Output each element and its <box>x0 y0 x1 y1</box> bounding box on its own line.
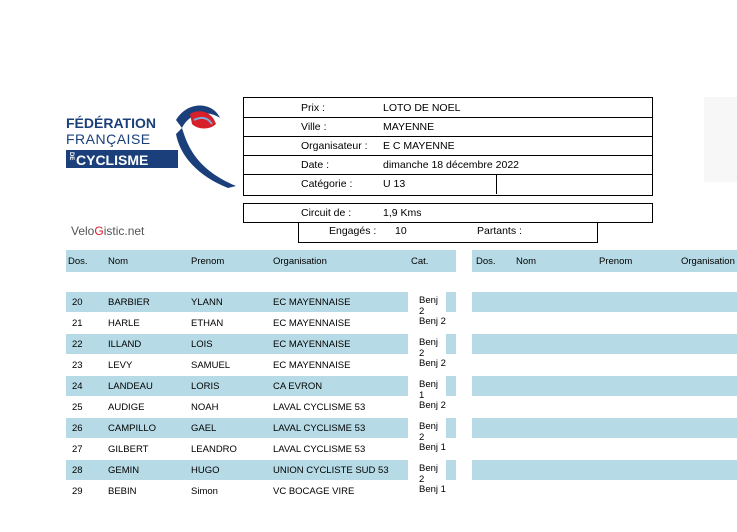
cell-prenom: HUGO <box>191 465 220 476</box>
ffc-logo <box>66 100 241 190</box>
cell-org: CA EVRON <box>273 381 323 392</box>
cell-org: EC MAYENNAISE <box>273 318 351 329</box>
header-nom: Nom <box>108 256 129 267</box>
table-row <box>66 481 456 501</box>
cell-nom: BARBIER <box>108 297 150 308</box>
logo-de: DE <box>68 152 74 161</box>
cell-dos: 28 <box>72 465 83 476</box>
info-label: Ville : <box>301 121 327 133</box>
cell-nom: GILBERT <box>108 444 149 455</box>
brand-part2: G <box>94 224 104 238</box>
right-table-row <box>472 376 737 396</box>
header-prenom: Prenom <box>599 256 633 267</box>
cell-org: LAVAL CYCLISME 53 <box>273 444 366 455</box>
cell-prenom: LEANDRO <box>191 444 237 455</box>
info-label: Date : <box>301 159 330 171</box>
logo-line2: FRANÇAISE <box>66 131 151 147</box>
cell-dos: 27 <box>72 444 83 455</box>
info-row-categorie <box>244 174 652 193</box>
table-row <box>66 439 456 459</box>
circuit-value: 1,9 Kms <box>383 207 422 219</box>
table-row <box>66 460 408 480</box>
cell-cat: Benj 1 <box>419 484 446 495</box>
cell-cat: Benj 2 <box>419 358 446 369</box>
table-row <box>66 313 456 333</box>
header-organisation: Organisation <box>273 256 327 267</box>
left-table-header <box>66 250 456 272</box>
info-row-ville <box>244 117 652 137</box>
info-label: Prix : <box>301 102 325 114</box>
categorie-divider <box>496 174 497 194</box>
cat-cell-bg <box>446 418 456 438</box>
right-table-row <box>472 334 737 354</box>
info-value: E C MAYENNE <box>383 140 455 152</box>
cell-cat: Benj 2 <box>419 316 446 327</box>
header-nom: Nom <box>516 256 537 267</box>
engages-box <box>298 222 598 243</box>
cell-dos: 22 <box>72 339 83 350</box>
info-value: LOTO DE NOEL <box>383 102 461 114</box>
info-label: Organisateur : <box>301 140 368 152</box>
partants-label: Partants : <box>477 225 522 237</box>
cell-org: EC MAYENNAISE <box>273 339 351 350</box>
cell-org: LAVAL CYCLISME 53 <box>273 402 366 413</box>
right-table-row <box>472 460 737 480</box>
cell-nom: BEBIN <box>108 486 137 497</box>
table-row <box>66 334 408 354</box>
brand-part3: istic.net <box>103 224 145 238</box>
table-row <box>66 355 456 375</box>
cell-cat: Benj 2 <box>419 337 439 359</box>
cell-nom: LANDEAU <box>108 381 153 392</box>
cell-nom: AUDIGE <box>108 402 145 413</box>
cyclist-swoosh-icon <box>158 100 242 190</box>
cell-prenom: GAEL <box>191 423 217 434</box>
cell-prenom: ETHAN <box>191 318 224 329</box>
cell-cat: Benj 2 <box>419 295 439 317</box>
cell-prenom: NOAH <box>191 402 219 413</box>
race-info-box <box>243 97 653 196</box>
cell-cat: Benj 1 <box>419 379 439 401</box>
cell-dos: 21 <box>72 318 83 329</box>
cell-dos: 23 <box>72 360 83 371</box>
table-row <box>66 376 408 396</box>
circuit-label: Circuit de : <box>301 207 352 219</box>
cell-nom: CAMPILLO <box>108 423 157 434</box>
rider-table <box>66 292 456 502</box>
engages-label: Engagés : <box>329 225 377 237</box>
header-dos: Dos. <box>68 256 88 267</box>
table-row <box>66 418 408 438</box>
cell-prenom: SAMUEL <box>191 360 231 371</box>
cell-nom: HARLE <box>108 318 140 329</box>
cell-org: VC BOCAGE VIRE <box>273 486 355 497</box>
cell-org: EC MAYENNAISE <box>273 297 351 308</box>
cell-dos: 24 <box>72 381 83 392</box>
cell-dos: 26 <box>72 423 83 434</box>
header-organisation: Organisation <box>681 256 735 267</box>
header-dos: Dos. <box>476 256 496 267</box>
cell-cat: Benj 2 <box>419 463 439 485</box>
cat-cell-bg <box>446 460 456 480</box>
info-value: U 13 <box>383 178 406 190</box>
cat-cell-bg <box>446 292 456 312</box>
info-label: Catégorie : <box>301 178 353 190</box>
circuit-box <box>243 203 653 223</box>
cell-cat: Benj 1 <box>419 442 446 453</box>
right-table-row <box>472 418 737 438</box>
cat-cell-bg <box>446 334 456 354</box>
brand-part1: Velo <box>71 224 95 238</box>
cell-dos: 25 <box>72 402 83 413</box>
cell-cat: Benj 2 <box>419 421 439 443</box>
cell-nom: ILLAND <box>108 339 142 350</box>
cell-org: EC MAYENNAISE <box>273 360 351 371</box>
info-value: MAYENNE <box>383 121 435 133</box>
cell-prenom: LOIS <box>191 339 213 350</box>
header-prenom: Prenom <box>191 256 225 267</box>
brand-velogistic <box>71 224 144 238</box>
header-cat: Cat. <box>411 256 429 267</box>
cell-prenom: Simon <box>191 486 218 497</box>
logo-line1: FÉDÉRATION <box>66 115 156 131</box>
cell-cat: Benj 2 <box>419 400 446 411</box>
cell-prenom: LORIS <box>191 381 220 392</box>
cell-dos: 29 <box>72 486 83 497</box>
info-row-date <box>244 155 652 175</box>
cell-nom: GEMIN <box>108 465 140 476</box>
table-row <box>66 397 456 417</box>
right-table-header <box>472 250 737 272</box>
logo-line3: CYCLISME <box>76 152 149 168</box>
right-table-row <box>472 292 737 312</box>
cell-prenom: YLANN <box>191 297 223 308</box>
cell-dos: 20 <box>72 297 83 308</box>
cell-nom: LEVY <box>108 360 133 371</box>
table-row <box>66 292 408 312</box>
cell-org: UNION CYCLISTE SUD 53 <box>273 465 389 476</box>
info-value: dimanche 18 décembre 2022 <box>383 159 520 171</box>
info-row-organisateur <box>244 136 652 156</box>
info-row-prix <box>244 98 652 118</box>
faint-panel <box>704 97 737 182</box>
cell-org: LAVAL CYCLISME 53 <box>273 423 366 434</box>
engages-value: 10 <box>395 225 407 237</box>
cat-cell-bg <box>446 376 456 396</box>
